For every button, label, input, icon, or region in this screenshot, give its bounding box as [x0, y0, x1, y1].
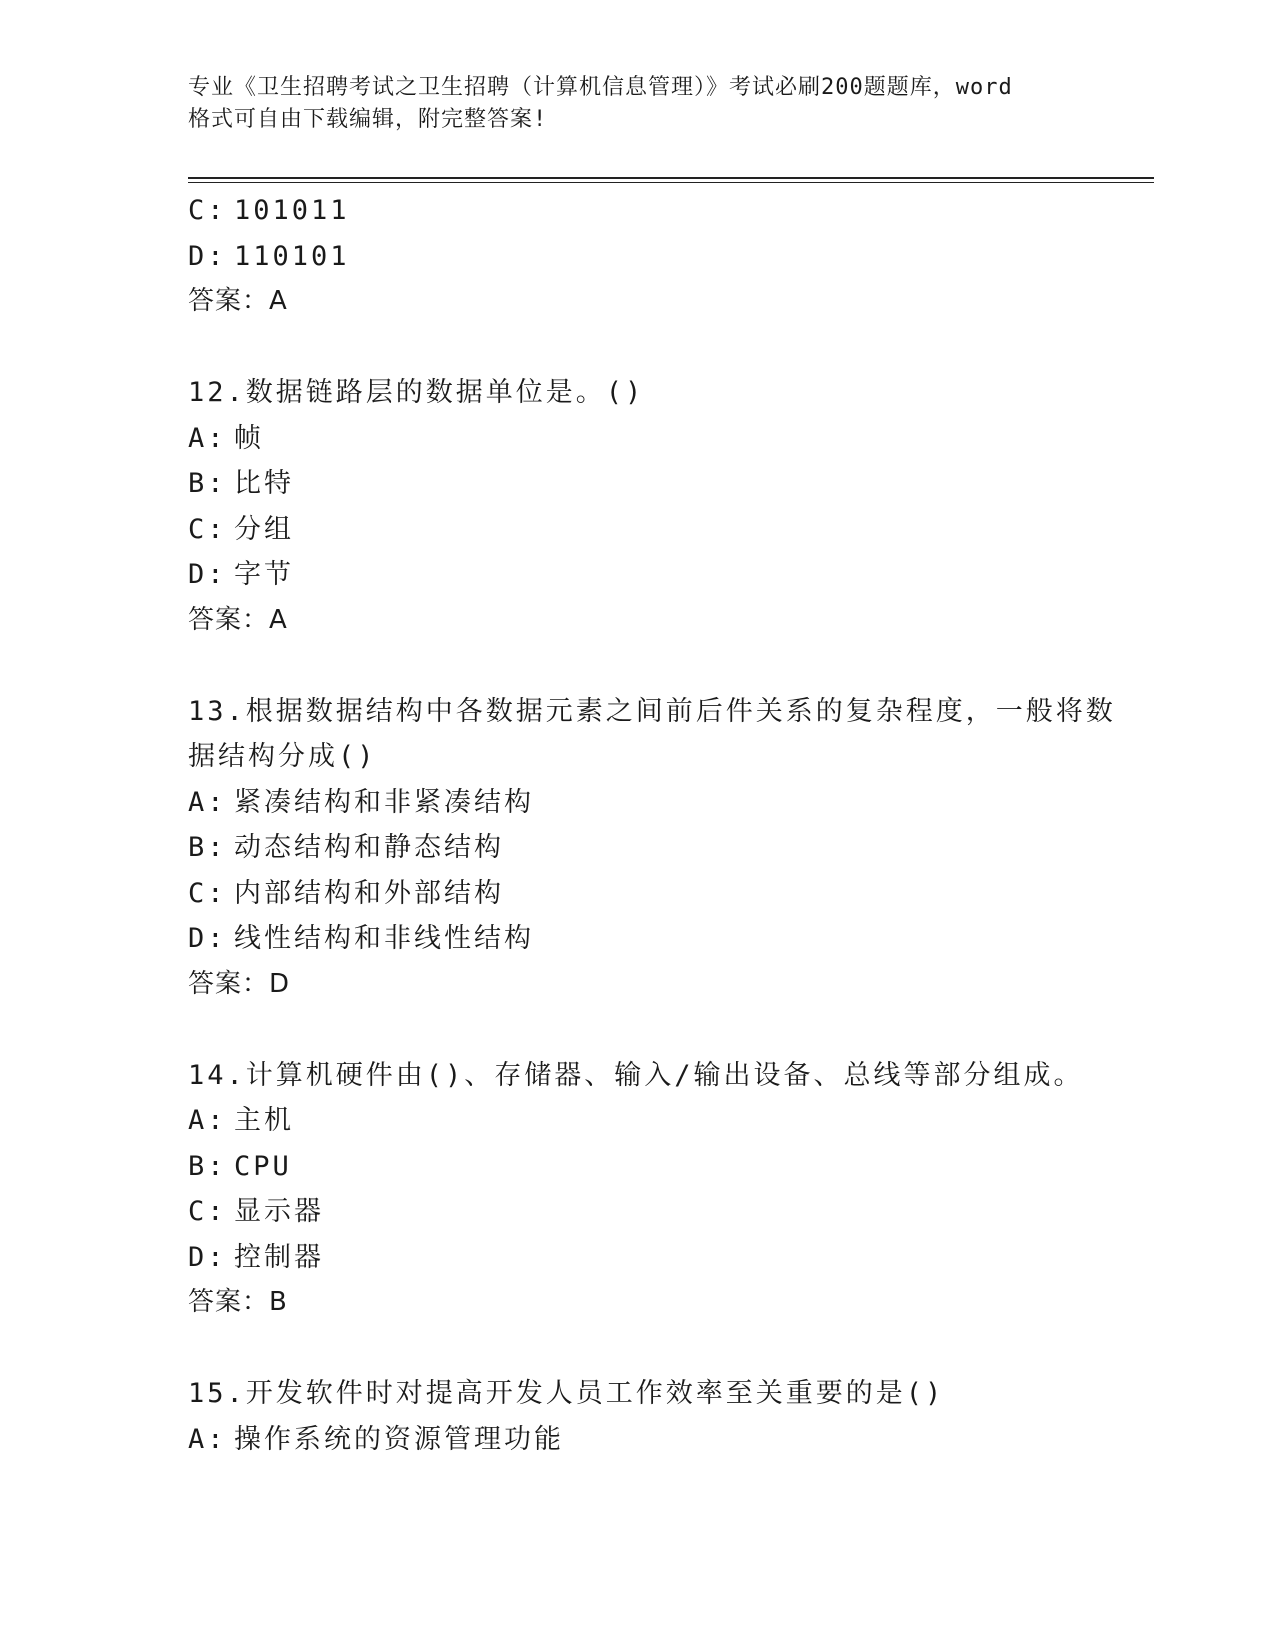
option-line: [188, 780, 1088, 826]
question-block-12: [188, 370, 1088, 643]
question-block-14: [188, 1053, 1088, 1326]
option-text: 动态结构和静态结构: [234, 832, 504, 863]
question-stem: 12.数据链路层的数据单位是。(): [188, 377, 645, 408]
answer-line: 答案：A: [188, 286, 288, 316]
question-stem: 13.根据数据结构中各数据元素之间前后件关系的复杂程度，一般将数: [188, 695, 1116, 727]
header-line-2: 格式可自由下载编辑，附完整答案!: [188, 107, 548, 132]
option-key: C:: [188, 195, 227, 226]
document-header: [188, 72, 1088, 136]
option-line: [188, 1235, 1088, 1281]
option-text: 主机: [234, 1105, 294, 1136]
option-line: [188, 188, 1088, 234]
option-text: 显示器: [234, 1196, 324, 1227]
question-gap: [188, 1007, 1088, 1053]
question-stem: 14.计算机硬件由()、存储器、输入/输出设备、总线等部分组成。: [188, 1059, 1084, 1091]
option-text: 比特: [234, 468, 294, 499]
option-text: 紧凑结构和非紧凑结构: [234, 786, 534, 818]
option-line: [188, 916, 1088, 962]
question-stem: 15.开发软件时对提高开发人员工作效率至关重要的是(): [188, 1378, 945, 1409]
option-text: CPU: [234, 1150, 292, 1182]
option-line: [188, 507, 1088, 553]
option-key: C:: [188, 1196, 227, 1227]
option-key: B:: [188, 468, 227, 499]
question-gap: [188, 1326, 1088, 1372]
option-key: C:: [188, 877, 227, 909]
option-key: B:: [188, 832, 227, 863]
option-text: 操作系统的资源管理功能: [234, 1423, 564, 1455]
answer-line: 答案：B: [188, 1287, 288, 1317]
question-block-11-continued: [188, 188, 1088, 325]
question-list: [188, 188, 1116, 1462]
option-key: A:: [188, 422, 227, 454]
option-line: [188, 1144, 1088, 1190]
option-line: [188, 871, 1088, 917]
option-text: 字节: [234, 559, 294, 590]
answer-line: 答案：D: [188, 968, 291, 999]
option-text: 101011: [234, 195, 350, 226]
option-key: D:: [188, 240, 227, 272]
option-line: [188, 1417, 1088, 1463]
header-divider-thick: [188, 177, 1154, 179]
option-key: A:: [188, 1423, 227, 1455]
option-text: 110101: [234, 240, 350, 272]
question-block-13: [188, 689, 1116, 1008]
question-gap: [188, 643, 1088, 689]
option-key: A:: [188, 1105, 227, 1136]
header-divider-thin: [188, 182, 1154, 183]
option-text: 内部结构和外部结构: [234, 877, 504, 909]
answer-line: 答案：A: [188, 604, 288, 635]
option-line: [188, 461, 1088, 507]
option-key: D:: [188, 559, 227, 590]
option-key: A:: [188, 786, 227, 818]
question-gap: [188, 325, 1088, 371]
option-key: C:: [188, 513, 227, 545]
option-line: [188, 1098, 1088, 1144]
option-line: [188, 552, 1088, 598]
question-stem-continued: 据结构分成(): [188, 741, 377, 772]
question-block-15: [188, 1371, 1088, 1462]
option-text: 分组: [234, 513, 294, 545]
option-key: D:: [188, 1241, 227, 1273]
option-key: B:: [188, 1150, 227, 1182]
header-line-1: 专业《卫生招聘考试之卫生招聘（计算机信息管理）》考试必刷200题题库，word: [188, 75, 1013, 100]
option-key: D:: [188, 923, 227, 954]
option-text: 帧: [234, 422, 264, 454]
option-line: [188, 234, 1088, 280]
option-line: [188, 825, 1088, 871]
option-line: [188, 416, 1088, 462]
option-text: 控制器: [234, 1241, 324, 1273]
option-text: 线性结构和非线性结构: [234, 923, 534, 954]
option-line: [188, 1189, 1088, 1235]
